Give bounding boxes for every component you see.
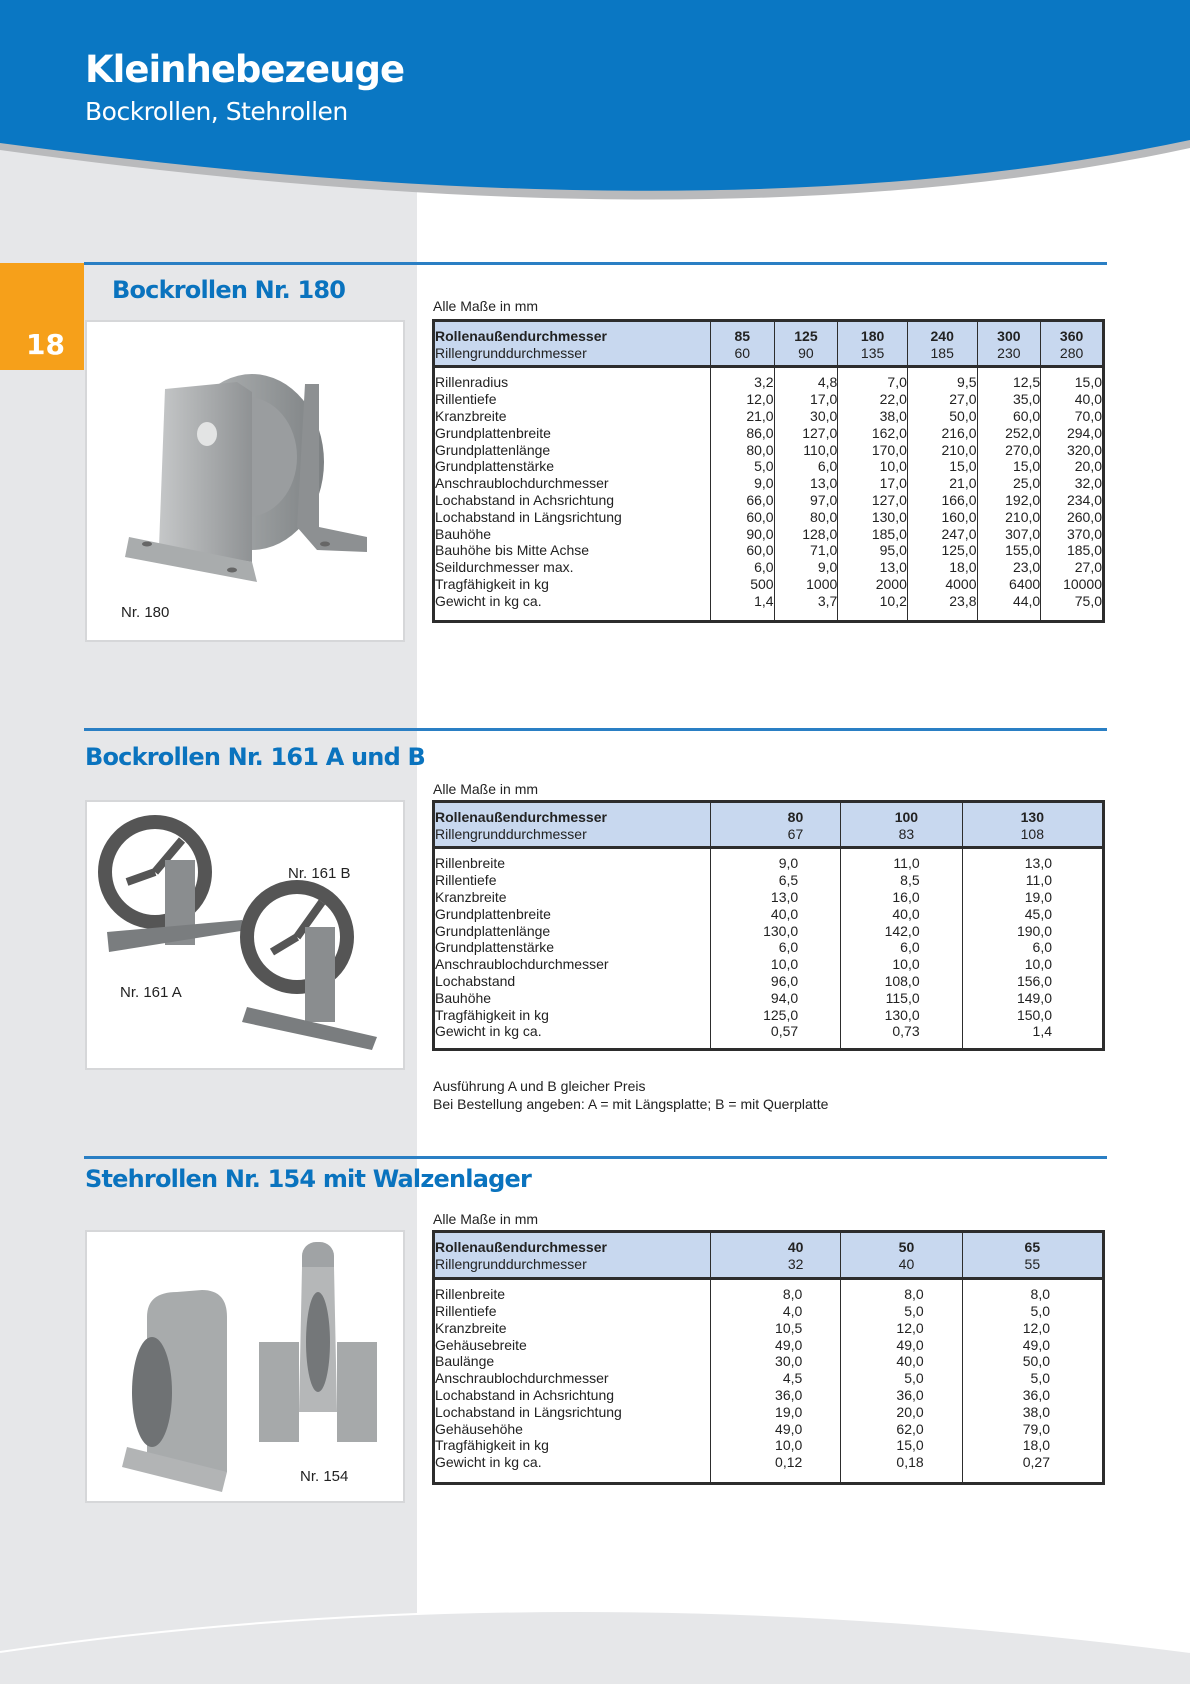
header-value: 108 <box>1020 825 1044 842</box>
cell-value: 12,5 <box>1012 374 1041 391</box>
page-subtitle: Bockrollen, Stehrollen <box>85 97 348 126</box>
row-label: Grundplattenlänge <box>435 922 551 939</box>
row-label: Anschraublochdurchmesser <box>435 956 609 973</box>
cell-value: 320,0 <box>1066 441 1102 458</box>
cell-value: 22,0 <box>879 391 907 408</box>
cell-value: 5,0 <box>1030 1302 1050 1319</box>
header-value: 40 <box>787 1239 804 1255</box>
cell-value: 6,0 <box>778 939 799 956</box>
cell-value: 156,0 <box>1016 972 1052 989</box>
product-photo-frame <box>85 320 405 642</box>
cell-value: 10000 <box>1063 576 1102 593</box>
row-label: Kranzbreite <box>435 888 507 905</box>
cell-value: 18,0 <box>1022 1437 1050 1454</box>
spec-table-nr-161 <box>432 800 1105 1051</box>
row-label: Lochabstand <box>435 972 516 989</box>
cell-value: 21,0 <box>949 475 977 492</box>
cell-value: 19,0 <box>775 1403 803 1420</box>
cell-value: 49,0 <box>775 1336 803 1353</box>
cell-value: 110,0 <box>803 441 838 458</box>
row-label: Bauhöhe <box>435 525 492 542</box>
cell-value: 75,0 <box>1074 592 1102 609</box>
cell-value: 35,0 <box>1012 391 1041 408</box>
cell-value: 6400 <box>1009 576 1041 593</box>
cell-value: 4000 <box>945 576 977 593</box>
cell-value: 125,0 <box>941 542 977 559</box>
cell-value: 3,7 <box>817 592 838 609</box>
image-caption: Nr. 180 <box>121 604 170 621</box>
units-note: Alle Maße in mm <box>433 298 539 314</box>
cell-value: 13,0 <box>810 475 838 492</box>
stehrolle-154-illustration <box>87 1232 403 1501</box>
cell-value: 11,0 <box>893 855 920 872</box>
cell-value: 0,27 <box>1022 1454 1050 1471</box>
cell-value: 3,2 <box>754 374 774 391</box>
header-label: Rollenaußendurchmesser <box>435 809 607 825</box>
cell-value: 5,0 <box>754 458 774 475</box>
cell-value: 49,0 <box>775 1420 803 1437</box>
cell-value: 45,0 <box>1024 905 1052 922</box>
header-value: 360 <box>1059 328 1084 344</box>
cell-value: 60,0 <box>1012 408 1041 425</box>
cell-value: 6,0 <box>817 458 838 475</box>
cell-value: 150,0 <box>1016 1006 1052 1023</box>
row-label: Rillentiefe <box>435 872 497 889</box>
row-label: Lochabstand in Achsrichtung <box>435 1386 615 1403</box>
units-note: Alle Maße in mm <box>433 1211 539 1227</box>
table-header <box>434 1232 1104 1279</box>
cell-value: 10,0 <box>1024 956 1052 973</box>
cell-value: 90,0 <box>746 525 774 542</box>
cell-value: 1,4 <box>754 592 774 609</box>
cell-value: 44,0 <box>1012 592 1041 609</box>
cell-value: 500 <box>750 576 774 593</box>
product-photo-frame <box>85 800 405 1070</box>
cell-value: 5,0 <box>904 1302 924 1319</box>
row-label: Grundplattenbreite <box>435 424 551 441</box>
table-header <box>434 321 1104 367</box>
cell-value: 36,0 <box>1022 1386 1050 1403</box>
row-label: Grundplattenstärke <box>435 458 555 475</box>
cell-value: 13,0 <box>1024 855 1052 872</box>
cell-value: 12,0 <box>1022 1319 1050 1336</box>
cell-value: 4,5 <box>782 1370 803 1387</box>
row-label: Lochabstand in Längsrichtung <box>435 508 622 525</box>
cell-value: 49,0 <box>1022 1336 1050 1353</box>
cell-value: 30,0 <box>810 408 838 425</box>
cell-value: 270,0 <box>1005 441 1041 458</box>
cell-value: 96,0 <box>770 972 799 989</box>
header-value: 180 <box>860 328 885 344</box>
row-label: Tragfähigkeit in kg <box>435 1437 549 1454</box>
cell-value: 80,0 <box>746 441 774 458</box>
row-label: Bauhöhe <box>435 989 492 1006</box>
header-value: 185 <box>930 344 954 361</box>
page-title: Kleinhebezeuge <box>85 48 405 91</box>
row-label: Lochabstand in Achsrichtung <box>435 492 615 509</box>
product-photo-frame <box>85 1230 405 1503</box>
cell-value: 108,0 <box>884 972 920 989</box>
table-body <box>434 1279 1104 1484</box>
cell-value: 60,0 <box>746 542 774 559</box>
cell-value: 5,0 <box>904 1370 924 1387</box>
cell-value: 128,0 <box>802 525 838 542</box>
cell-value: 49,0 <box>896 1336 924 1353</box>
cell-value: 127,0 <box>802 424 838 441</box>
section-title: Stehrollen Nr. 154 mit Walzenlager <box>85 1165 531 1193</box>
cell-value: 2000 <box>875 576 907 593</box>
header-value: 80 <box>787 809 804 825</box>
cell-value: 11,0 <box>1025 872 1052 889</box>
cell-value: 16,0 <box>892 888 920 905</box>
cell-value: 0,57 <box>770 1023 799 1040</box>
cell-value: 13,0 <box>879 559 907 576</box>
cell-value: 12,0 <box>746 391 774 408</box>
row-label: Anschraublochdurchmesser <box>435 475 609 492</box>
cell-value: 210,0 <box>1005 508 1041 525</box>
cell-value: 30,0 <box>775 1353 803 1370</box>
table-header <box>434 802 1104 848</box>
cell-value: 1,4 <box>1032 1023 1052 1040</box>
row-label: Kranzbreite <box>435 408 507 425</box>
order-note: Ausführung A und B gleicher Preis <box>433 1078 646 1094</box>
row-label: Grundplattenstärke <box>435 939 555 956</box>
image-caption: Nr. 161 A <box>120 984 182 1001</box>
cell-value: 12,0 <box>896 1319 924 1336</box>
cell-value: 6,0 <box>754 559 774 576</box>
cell-value: 130,0 <box>871 508 907 525</box>
cell-value: 130,0 <box>884 1006 920 1023</box>
cell-value: 94,0 <box>770 989 799 1006</box>
header-value: 230 <box>997 344 1021 361</box>
row-label: Rillenradius <box>435 374 509 391</box>
cell-value: 70,0 <box>1074 408 1102 425</box>
cell-value: 23,0 <box>1012 559 1041 576</box>
cell-value: 9,5 <box>957 374 977 391</box>
row-label: Gewicht in kg ca. <box>435 1023 542 1040</box>
cell-value: 23,8 <box>949 592 977 609</box>
spec-table-nr-180 <box>432 319 1105 623</box>
cell-value: 210,0 <box>941 441 977 458</box>
cell-value: 40,0 <box>892 905 920 922</box>
cell-value: 95,0 <box>879 542 907 559</box>
cell-value: 10,2 <box>879 592 907 609</box>
row-label: Lochabstand in Längsrichtung <box>435 1403 622 1420</box>
section-divider <box>84 1156 1107 1159</box>
header-value: 32 <box>787 1255 804 1272</box>
cell-value: 18,0 <box>949 559 977 576</box>
cell-value: 252,0 <box>1005 424 1041 441</box>
header-value: 55 <box>1024 1255 1041 1272</box>
header-value: 50 <box>898 1239 915 1255</box>
cell-value: 97,0 <box>810 492 838 509</box>
cell-value: 40,0 <box>896 1353 924 1370</box>
page-number: 18 <box>26 328 65 361</box>
header-label: Rillengrunddurchmesser <box>435 1255 587 1272</box>
units-note: Alle Maße in mm <box>433 781 539 797</box>
cell-value: 27,0 <box>949 391 977 408</box>
header-label: Rillengrunddurchmesser <box>435 344 587 361</box>
cell-value: 10,0 <box>879 458 907 475</box>
cell-value: 40,0 <box>770 905 799 922</box>
cell-value: 20,0 <box>1074 458 1102 475</box>
cell-value: 8,0 <box>904 1286 924 1303</box>
cell-value: 149,0 <box>1016 989 1052 1006</box>
cell-value: 13,0 <box>770 888 799 905</box>
cell-value: 0,73 <box>892 1023 920 1040</box>
cell-value: 0,12 <box>775 1454 803 1471</box>
bockrolle-161-illustration <box>87 802 403 1068</box>
cell-value: 8,5 <box>900 872 920 889</box>
row-label: Gewicht in kg ca. <box>435 1454 542 1471</box>
cell-value: 185,0 <box>1066 542 1102 559</box>
cell-value: 162,0 <box>871 424 907 441</box>
table-body <box>434 848 1104 1050</box>
cell-value: 66,0 <box>746 492 774 509</box>
header-value: 240 <box>930 328 954 344</box>
cell-value: 10,5 <box>775 1319 803 1336</box>
cell-value: 4,0 <box>782 1302 803 1319</box>
cell-value: 307,0 <box>1005 525 1041 542</box>
cell-value: 8,0 <box>782 1286 803 1303</box>
row-label: Grundplattenbreite <box>435 905 551 922</box>
header-value: 67 <box>787 825 804 842</box>
cell-value: 36,0 <box>775 1386 803 1403</box>
cell-value: 6,0 <box>900 939 920 956</box>
row-label: Rillenbreite <box>435 855 506 872</box>
cell-value: 19,0 <box>1024 888 1052 905</box>
cell-value: 125,0 <box>763 1006 799 1023</box>
cell-value: 50,0 <box>949 408 977 425</box>
row-label: Anschraublochdurchmesser <box>435 1370 609 1387</box>
row-label: Rillenbreite <box>435 1286 506 1303</box>
footer-curve <box>0 1600 1190 1684</box>
header-value: 135 <box>860 344 885 361</box>
cell-value: 260,0 <box>1066 508 1102 525</box>
cell-value: 247,0 <box>941 525 977 542</box>
cell-value: 38,0 <box>1022 1403 1050 1420</box>
row-label: Baulänge <box>435 1353 495 1370</box>
header-value: 85 <box>734 328 751 344</box>
header-value: 130 <box>1020 809 1044 825</box>
cell-value: 38,0 <box>879 408 907 425</box>
cell-value: 9,0 <box>754 475 774 492</box>
cell-value: 142,0 <box>884 922 920 939</box>
cell-value: 9,0 <box>778 855 799 872</box>
cell-value: 71,0 <box>810 542 838 559</box>
header-label: Rillengrunddurchmesser <box>435 825 587 842</box>
cell-value: 127,0 <box>871 492 907 509</box>
cell-value: 50,0 <box>1022 1353 1050 1370</box>
cell-value: 130,0 <box>763 922 799 939</box>
cell-value: 15,0 <box>949 458 977 475</box>
cell-value: 32,0 <box>1074 475 1102 492</box>
header-value: 60 <box>734 344 751 361</box>
cell-value: 160,0 <box>941 508 977 525</box>
cell-value: 190,0 <box>1016 922 1052 939</box>
cell-value: 80,0 <box>810 508 838 525</box>
cell-value: 4,8 <box>817 374 838 391</box>
section-divider <box>84 728 1107 731</box>
cell-value: 115,0 <box>885 989 920 1006</box>
cell-value: 86,0 <box>746 424 774 441</box>
order-note: Bei Bestellung angeben: A = mit Längsplatte; B = mit Querplatte <box>433 1096 829 1112</box>
cell-value: 9,0 <box>817 559 838 576</box>
section-title: Bockrollen Nr. 180 <box>112 276 346 304</box>
image-caption: Nr. 154 <box>300 1468 349 1485</box>
cell-value: 192,0 <box>1005 492 1041 509</box>
header-value: 300 <box>997 328 1021 344</box>
cell-value: 234,0 <box>1066 492 1102 509</box>
cell-value: 10,0 <box>892 956 920 973</box>
row-label: Gewicht in kg ca. <box>435 592 542 609</box>
cell-value: 40,0 <box>1074 391 1102 408</box>
header-label: Rollenaußendurchmesser <box>435 328 607 344</box>
bockrolle-180-illustration <box>87 322 403 640</box>
cell-value: 294,0 <box>1066 424 1102 441</box>
image-caption: Nr. 161 B <box>288 865 351 882</box>
cell-value: 15,0 <box>896 1437 924 1454</box>
cell-value: 5,0 <box>1030 1370 1050 1387</box>
cell-value: 17,0 <box>879 475 907 492</box>
section-title: Bockrollen Nr. 161 A und B <box>85 743 426 771</box>
row-label: Kranzbreite <box>435 1319 507 1336</box>
cell-value: 170,0 <box>871 441 907 458</box>
row-label: Rillentiefe <box>435 391 497 408</box>
row-label: Rillentiefe <box>435 1302 497 1319</box>
header-value: 83 <box>898 825 915 842</box>
row-label: Seildurchmesser max. <box>435 559 574 576</box>
cell-value: 8,0 <box>1030 1286 1050 1303</box>
section-divider <box>84 262 1107 265</box>
cell-value: 21,0 <box>746 408 774 425</box>
cell-value: 166,0 <box>941 492 977 509</box>
cell-value: 36,0 <box>896 1386 924 1403</box>
header-value: 100 <box>894 809 919 825</box>
cell-value: 79,0 <box>1022 1420 1050 1437</box>
cell-value: 1000 <box>806 576 838 593</box>
cell-value: 370,0 <box>1066 525 1102 542</box>
row-label: Bauhöhe bis Mitte Achse <box>435 542 590 559</box>
cell-value: 15,0 <box>1012 458 1041 475</box>
cell-value: 7,0 <box>887 374 907 391</box>
header-value: 65 <box>1024 1239 1041 1255</box>
row-label: Gehäusehöhe <box>435 1420 523 1437</box>
cell-value: 25,0 <box>1012 475 1041 492</box>
header-value: 125 <box>794 328 818 344</box>
cell-value: 62,0 <box>896 1420 924 1437</box>
row-label: Gehäusebreite <box>435 1336 527 1353</box>
cell-value: 6,0 <box>1032 939 1052 956</box>
cell-value: 20,0 <box>896 1403 924 1420</box>
table-body <box>434 367 1104 622</box>
cell-value: 155,0 <box>1005 542 1041 559</box>
cell-value: 0,18 <box>896 1454 924 1471</box>
cell-value: 6,5 <box>778 872 799 889</box>
spec-table-nr-154 <box>432 1230 1105 1485</box>
cell-value: 10,0 <box>775 1437 803 1454</box>
header-value: 280 <box>1059 344 1084 361</box>
cell-value: 17,0 <box>810 391 838 408</box>
cell-value: 15,0 <box>1074 374 1102 391</box>
header-value: 40 <box>898 1255 915 1272</box>
cell-value: 27,0 <box>1074 559 1102 576</box>
cell-value: 60,0 <box>746 508 774 525</box>
row-label: Grundplattenlänge <box>435 441 551 458</box>
row-label: Tragfähigkeit in kg <box>435 1006 549 1023</box>
header-label: Rollenaußendurchmesser <box>435 1239 607 1255</box>
row-label: Tragfähigkeit in kg <box>435 576 549 593</box>
cell-value: 185,0 <box>871 525 907 542</box>
cell-value: 10,0 <box>770 956 799 973</box>
header-value: 90 <box>798 344 814 361</box>
cell-value: 216,0 <box>941 424 977 441</box>
